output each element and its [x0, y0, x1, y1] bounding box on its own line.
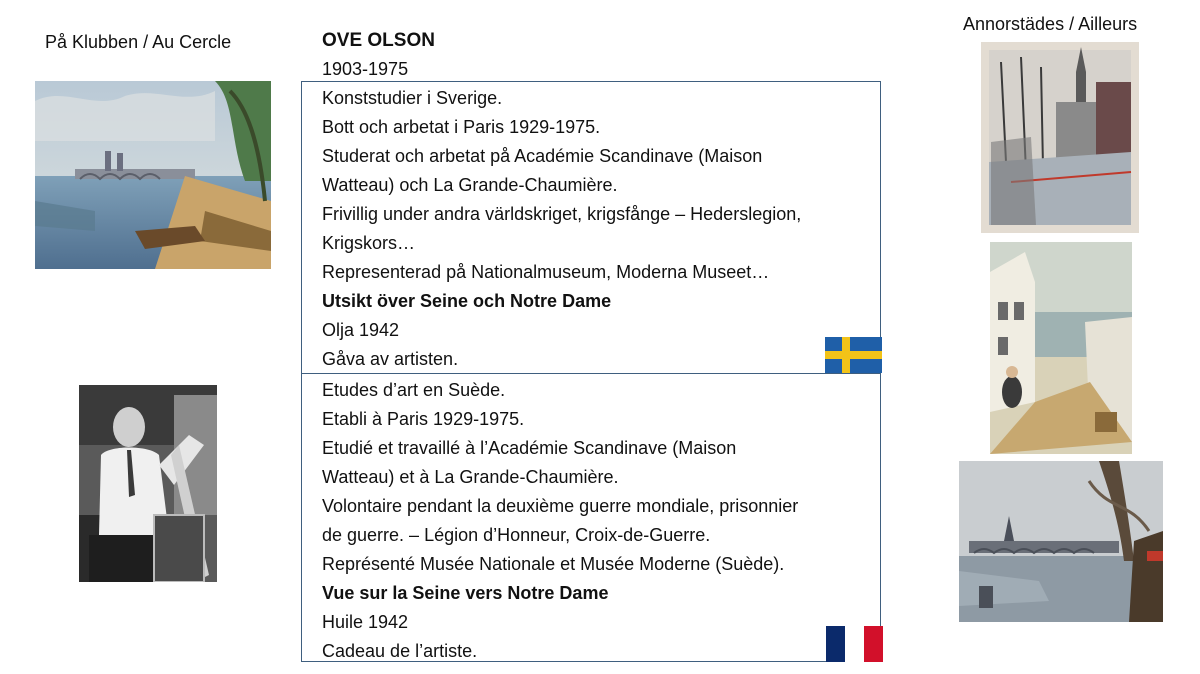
french-line: de guerre. – Légion d’Honneur, Croix-de-Guerre. [322, 525, 711, 545]
swedish-flag-icon [825, 337, 882, 373]
french-line: Etabli à Paris 1929-1975. [322, 409, 525, 429]
right-caption: Annorstädes / Ailleurs [963, 14, 1138, 34]
swedish-line: Olja 1942 [322, 320, 400, 340]
french-line: Représenté Musée Nationale et Musée Moderne (Suède). [322, 554, 785, 574]
swedish-line: Gåva av artisten. [322, 349, 459, 369]
french-line: Vue sur la Seine vers Notre Dame [322, 583, 609, 603]
painting-river-bridge [959, 461, 1163, 622]
painting-seine-view [35, 81, 271, 269]
painting-seaside-street [990, 242, 1132, 454]
swedish-text-box [301, 81, 881, 374]
french-line: Watteau) et à La Grande-Chaumière. [322, 467, 619, 487]
french-line: Etudié et travaillé à l’Académie Scandinave (Maison [322, 438, 737, 458]
artist-photo [79, 385, 217, 582]
french-line: Huile 1942 [322, 612, 409, 632]
swedish-line: Representerad på Nationalmuseum, Moderna Museet… [322, 262, 770, 282]
artist-name: OVE OLSON [322, 30, 435, 51]
french-text-box [301, 373, 881, 662]
swedish-line: Studerat och arbetat på Académie Scandinave (Maison [322, 146, 763, 166]
french-line: Volontaire pendant la deuxième guerre mondiale, prisonnier [322, 496, 799, 516]
french-line: Cadeau de l’artiste. [322, 641, 478, 661]
swedish-line: Krigskors… [322, 233, 416, 253]
french-line: Etudes d’art en Suède. [322, 380, 506, 400]
swedish-line: Frivillig under andra världskriget, krigsfånge – Hederslegion, [322, 204, 802, 224]
swedish-line: Bott och arbetat i Paris 1929-1975. [322, 117, 601, 137]
painting-street-church [981, 42, 1139, 233]
french-flag-icon [826, 626, 883, 662]
swedish-line: Utsikt över Seine och Notre Dame [322, 291, 612, 311]
left-caption: På Klubben / Au Cercle [45, 32, 232, 52]
swedish-line: Konststudier i Sverige. [322, 88, 503, 108]
artist-years: 1903-1975 [322, 59, 409, 79]
swedish-line: Watteau) och La Grande-Chaumière. [322, 175, 618, 195]
